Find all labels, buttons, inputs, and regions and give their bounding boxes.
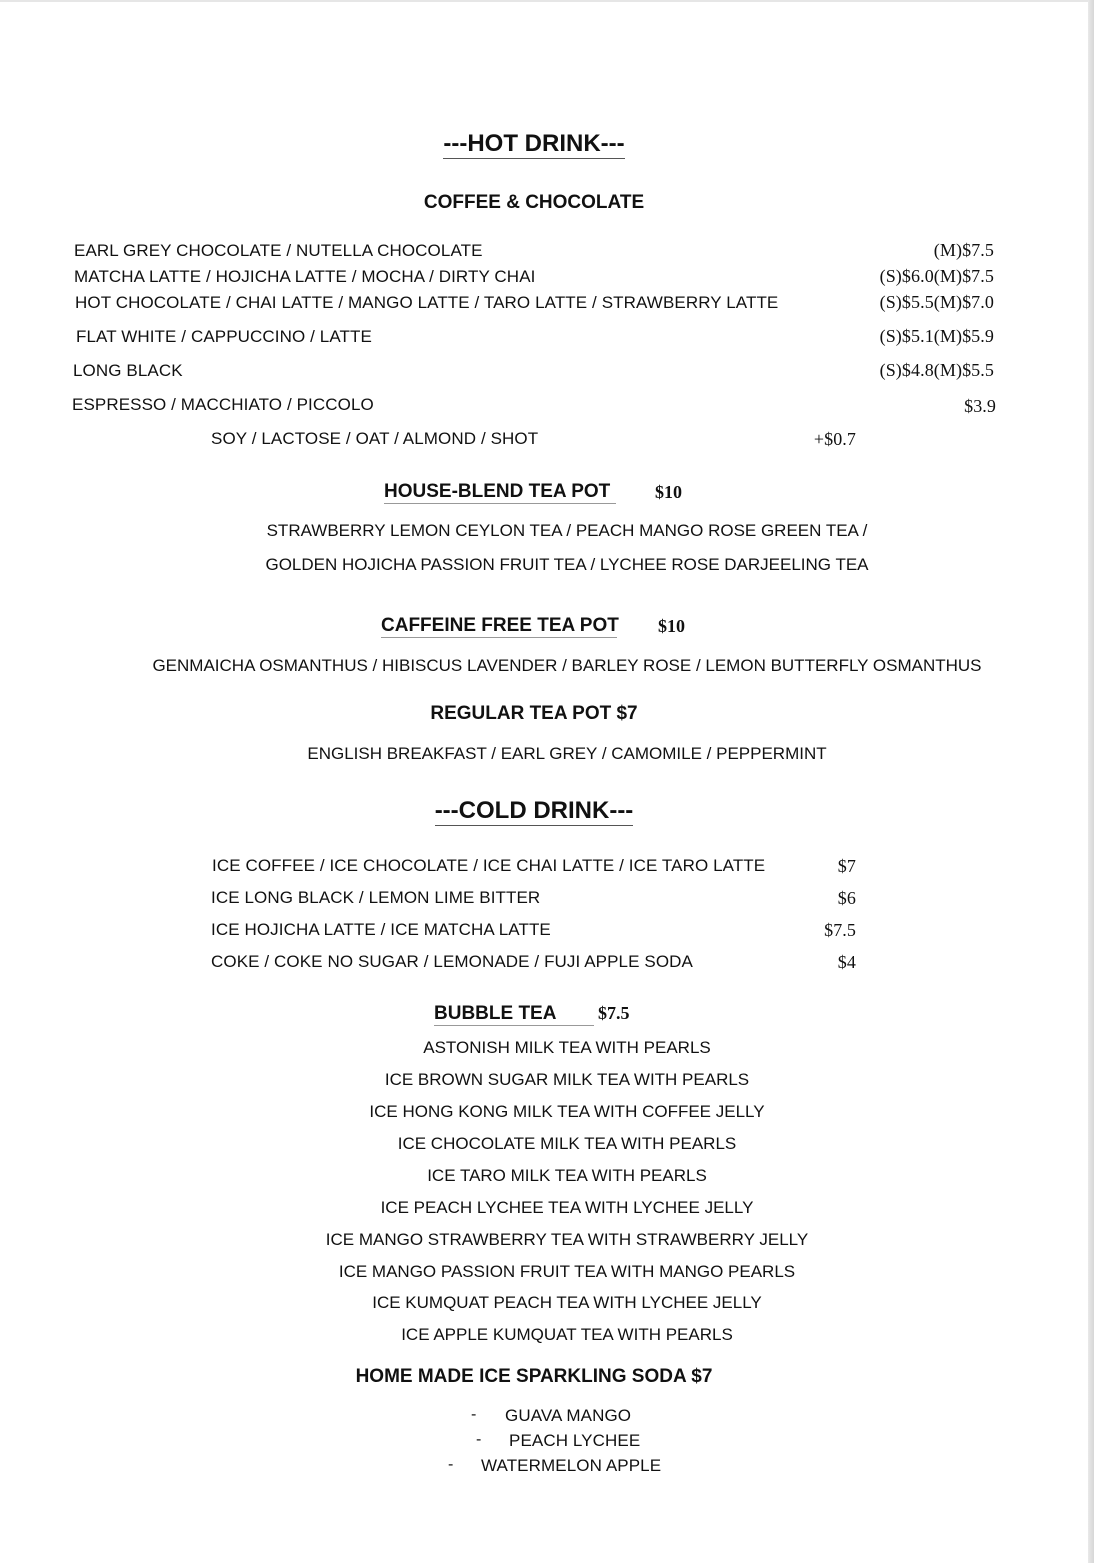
coffee-item-name: HOT CHOCOLATE / CHAI LATTE / MANGO LATTE / TARO LATTE / STRAWBERRY LATTE	[75, 293, 779, 312]
cold-item-name: ICE HOJICHA LATTE / ICE MATCHA LATTE	[211, 920, 551, 939]
bubble-tea-item: ICE BROWN SUGAR MILK TEA WITH PEARLS	[384, 1070, 750, 1089]
cold-drink-heading: ---COLD DRINK---	[434, 797, 634, 824]
soda-item: WATERMELON APPLE	[481, 1456, 662, 1475]
cold-item-price: $7.5	[824, 920, 856, 940]
coffee-item-name: FLAT WHITE / CAPPUCCINO / LATTE	[76, 327, 372, 346]
bubble-tea-price: $7.5	[598, 1003, 630, 1023]
coffee-item-price: (S)$5.1(M)$5.9	[879, 326, 994, 346]
caffeine-free-line: GENMAICHA OSMANTHUS / HIBISCUS LAVENDER / BARLEY ROSE / LEMON BUTTERFLY OSMANTHUS	[152, 656, 982, 675]
bubble-tea-title: BUBBLE TEA	[434, 1003, 594, 1026]
bubble-tea-item: ICE PEACH LYCHEE TEA WITH LYCHEE JELLY	[380, 1198, 754, 1217]
soda-bullet: -	[448, 1456, 454, 1473]
soda-bullet: -	[476, 1431, 482, 1448]
bubble-tea-item: ICE MANGO PASSION FRUIT TEA WITH MANGO PEARLS	[338, 1262, 796, 1281]
cold-item-price: $6	[837, 888, 856, 908]
coffee-item-price: (S)$5.5(M)$7.0	[879, 292, 994, 312]
bubble-tea-item: ICE TARO MILK TEA WITH PEARLS	[427, 1166, 707, 1185]
hot-drink-heading: ---HOT DRINK---	[443, 130, 625, 157]
bubble-tea-item: ICE KUMQUAT PEACH TEA WITH LYCHEE JELLY	[372, 1293, 762, 1312]
cold-item-price: $7	[837, 856, 856, 876]
coffee-item-price: (S)$4.8(M)$5.5	[879, 360, 994, 380]
coffee-chocolate-title: COFFEE & CHOCOLATE	[423, 192, 645, 213]
bubble-tea-item: ASTONISH MILK TEA WITH PEARLS	[423, 1038, 711, 1057]
house-blend-title: HOUSE-BLEND TEA POT	[384, 481, 616, 504]
coffee-item-name: EARL GREY CHOCOLATE / NUTELLA CHOCOLATE	[74, 241, 483, 260]
cold-item-name: ICE LONG BLACK / LEMON LIME BITTER	[211, 888, 541, 907]
house-blend-line: STRAWBERRY LEMON CEYLON TEA / PEACH MANGO ROSE GREEN TEA /	[266, 521, 868, 540]
cold-item-name: ICE COFFEE / ICE CHOCOLATE / ICE CHAI LATTE / ICE TARO LATTE	[212, 856, 766, 875]
regular-tea-title: REGULAR TEA POT $7	[430, 703, 638, 724]
coffee-item-price: (M)$7.5	[933, 240, 994, 260]
cold-item-price: $4	[837, 952, 856, 972]
caffeine-free-title: CAFFEINE FREE TEA POT	[381, 615, 619, 636]
bubble-tea-item: ICE MANGO STRAWBERRY TEA WITH STRAWBERRY JELLY	[325, 1230, 809, 1249]
bubble-tea-item: ICE HONG KONG MILK TEA WITH COFFEE JELLY	[369, 1102, 765, 1121]
coffee-item-name: MATCHA LATTE / HOJICHA LATTE / MOCHA / DIRTY CHAI	[74, 267, 536, 286]
bubble-tea-item: ICE APPLE KUMQUAT TEA WITH PEARLS	[401, 1325, 733, 1344]
coffee-item-name: ESPRESSO / MACCHIATO / PICCOLO	[72, 395, 374, 414]
house-blend-line: GOLDEN HOJICHA PASSION FRUIT TEA / LYCHEE ROSE DARJEELING TEA	[265, 555, 869, 574]
soda-bullet: -	[471, 1406, 477, 1423]
cold-item-name: COKE / COKE NO SUGAR / LEMONADE / FUJI APPLE SODA	[211, 952, 693, 971]
page-top-edge	[0, 0, 1094, 2]
milk-extras-name: SOY / LACTOSE / OAT / ALMOND / SHOT	[211, 429, 539, 448]
bubble-tea-item: ICE CHOCOLATE MILK TEA WITH PEARLS	[397, 1134, 737, 1153]
milk-extras-price: +$0.7	[813, 429, 856, 449]
soda-item: PEACH LYCHEE	[509, 1431, 641, 1450]
soda-item: GUAVA MANGO	[505, 1406, 632, 1425]
coffee-item-price: (S)$6.0(M)$7.5	[879, 266, 994, 286]
regular-tea-line: ENGLISH BREAKFAST / EARL GREY / CAMOMILE / PEPPERMINT	[307, 744, 827, 763]
caffeine-free-price: $10	[658, 616, 685, 636]
coffee-item-name: LONG BLACK	[73, 361, 183, 380]
sparkling-soda-title: HOME MADE ICE SPARKLING SODA $7	[355, 1366, 713, 1387]
coffee-item-price: $3.9	[964, 396, 996, 416]
house-blend-price: $10	[655, 482, 682, 502]
